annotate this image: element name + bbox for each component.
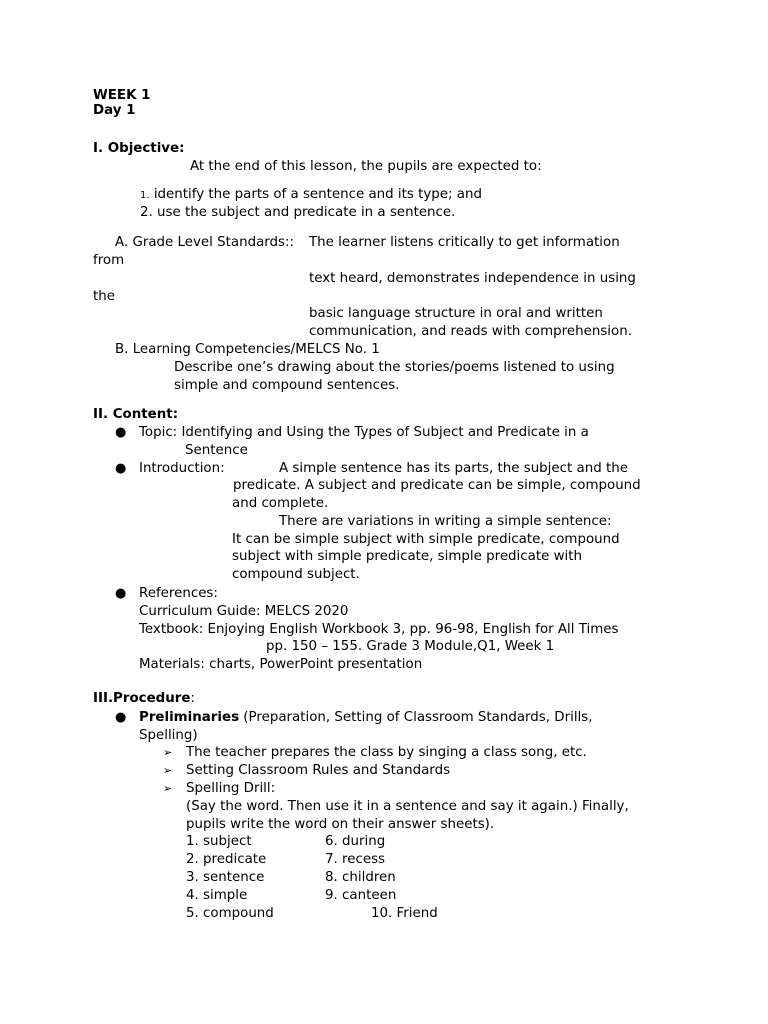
curriculum-guide: Curriculum Guide: MELCS 2020 [139, 604, 349, 619]
objective-intro: At the end of this lesson, the pupils are expected to: [190, 159, 542, 174]
procedure-heading-colon: : [190, 691, 195, 706]
preliminaries-label: Preliminaries [139, 710, 240, 725]
arrow-bullet-icon: ➢ [163, 782, 173, 795]
competencies-line-1: Describe one’s drawing about the stories/poems listened to using [174, 360, 615, 375]
spelling-word: 2. predicate [186, 852, 267, 867]
arrow-bullet-icon: ➢ [163, 764, 173, 777]
introduction-line-3: and complete. [232, 496, 329, 511]
objective-item-2: 2. use the subject and predicate in a sentence. [140, 205, 456, 220]
standards-line-2: from [93, 253, 125, 268]
standards-line-3: text heard, demonstrates independence in using [309, 271, 636, 286]
introduction-line-6: subject with simple predicate, simple predicate with [232, 549, 582, 564]
introduction-line-7: compound subject. [232, 567, 360, 582]
introduction-line-2: predicate. A subject and predicate can be simple, compound [233, 478, 641, 493]
spelling-word: 7. recess [325, 852, 386, 867]
spelling-word: 10. Friend [371, 906, 438, 921]
textbook-line-2: pp. 150 – 155. Grade 3 Module,Q1, Week 1 [266, 639, 555, 654]
topic-line-2: Sentence [185, 443, 248, 458]
spelling-word: 5. compound [186, 906, 274, 921]
competencies-label: B. Learning Competencies/MELCS No. 1 [115, 342, 380, 357]
day-heading: Day 1 [93, 103, 136, 118]
introduction-line-5: It can be simple subject with simple predicate, compound [232, 532, 620, 547]
introduction-line-4: There are variations in writing a simple sentence: [279, 514, 612, 529]
textbook-line-1: Textbook: Enjoying English Workbook 3, pp. 96-98, English for All Times [139, 622, 619, 637]
preliminaries-rest: (Preparation, Setting of Classroom Standards, Drills, [239, 710, 593, 725]
procedure-heading-text: III.Procedure [93, 691, 191, 706]
procedure-step-1: The teacher prepares the class by singing a class song, etc. [186, 745, 587, 760]
standards-line-1: The learner listens critically to get information [309, 235, 620, 250]
objective-item-1-text: identify the parts of a sentence and its type; and [153, 187, 483, 202]
spelling-word: 9. canteen [325, 888, 397, 903]
spelling-word: 3. sentence [186, 870, 265, 885]
bullet-icon: ● [115, 710, 127, 725]
standards-line-4: the [93, 289, 115, 304]
procedure-step-2: Setting Classroom Rules and Standards [186, 763, 451, 778]
arrow-bullet-icon: ➢ [163, 746, 173, 759]
objective-heading: I. Objective: [93, 141, 185, 156]
preliminaries-line-1 [139, 709, 593, 727]
content-heading: II. Content: [93, 407, 179, 422]
week-heading: WEEK 1 [93, 88, 151, 103]
references-label: References: [139, 586, 218, 601]
spelling-word: 6. during [325, 834, 386, 849]
introduction-line-1: A simple sentence has its parts, the subject and the [279, 461, 628, 476]
bullet-icon: ● [115, 461, 127, 476]
competencies-line-2: simple and compound sentences. [174, 378, 400, 393]
procedure-heading [93, 690, 195, 708]
objective-item-1 [140, 186, 482, 205]
preliminaries-line-2: Spelling) [139, 728, 198, 743]
topic-line-1: Topic: Identifying and Using the Types of Subject and Predicate in a [139, 425, 589, 440]
materials: Materials: charts, PowerPoint presentation [139, 657, 423, 672]
procedure-step-3: Spelling Drill: [186, 781, 276, 796]
standards-line-6: communication, and reads with comprehension. [309, 324, 632, 339]
bullet-icon: ● [115, 586, 127, 601]
objective-item-1-number: 1. [140, 190, 150, 201]
introduction-label: Introduction: [139, 461, 225, 476]
drill-instructions-line-1: (Say the word. Then use it in a sentence and say it again.) Finally, [186, 799, 629, 814]
spelling-word: 4. simple [186, 888, 248, 903]
standards-label: A. Grade Level Standards:: [115, 235, 295, 250]
standards-line-5: basic language structure in oral and written [309, 306, 603, 321]
spelling-word: 1. subject [186, 834, 252, 849]
spelling-word: 8. children [325, 870, 396, 885]
bullet-icon: ● [115, 425, 127, 440]
drill-instructions-line-2: pupils write the word on their answer sheets). [186, 817, 495, 832]
